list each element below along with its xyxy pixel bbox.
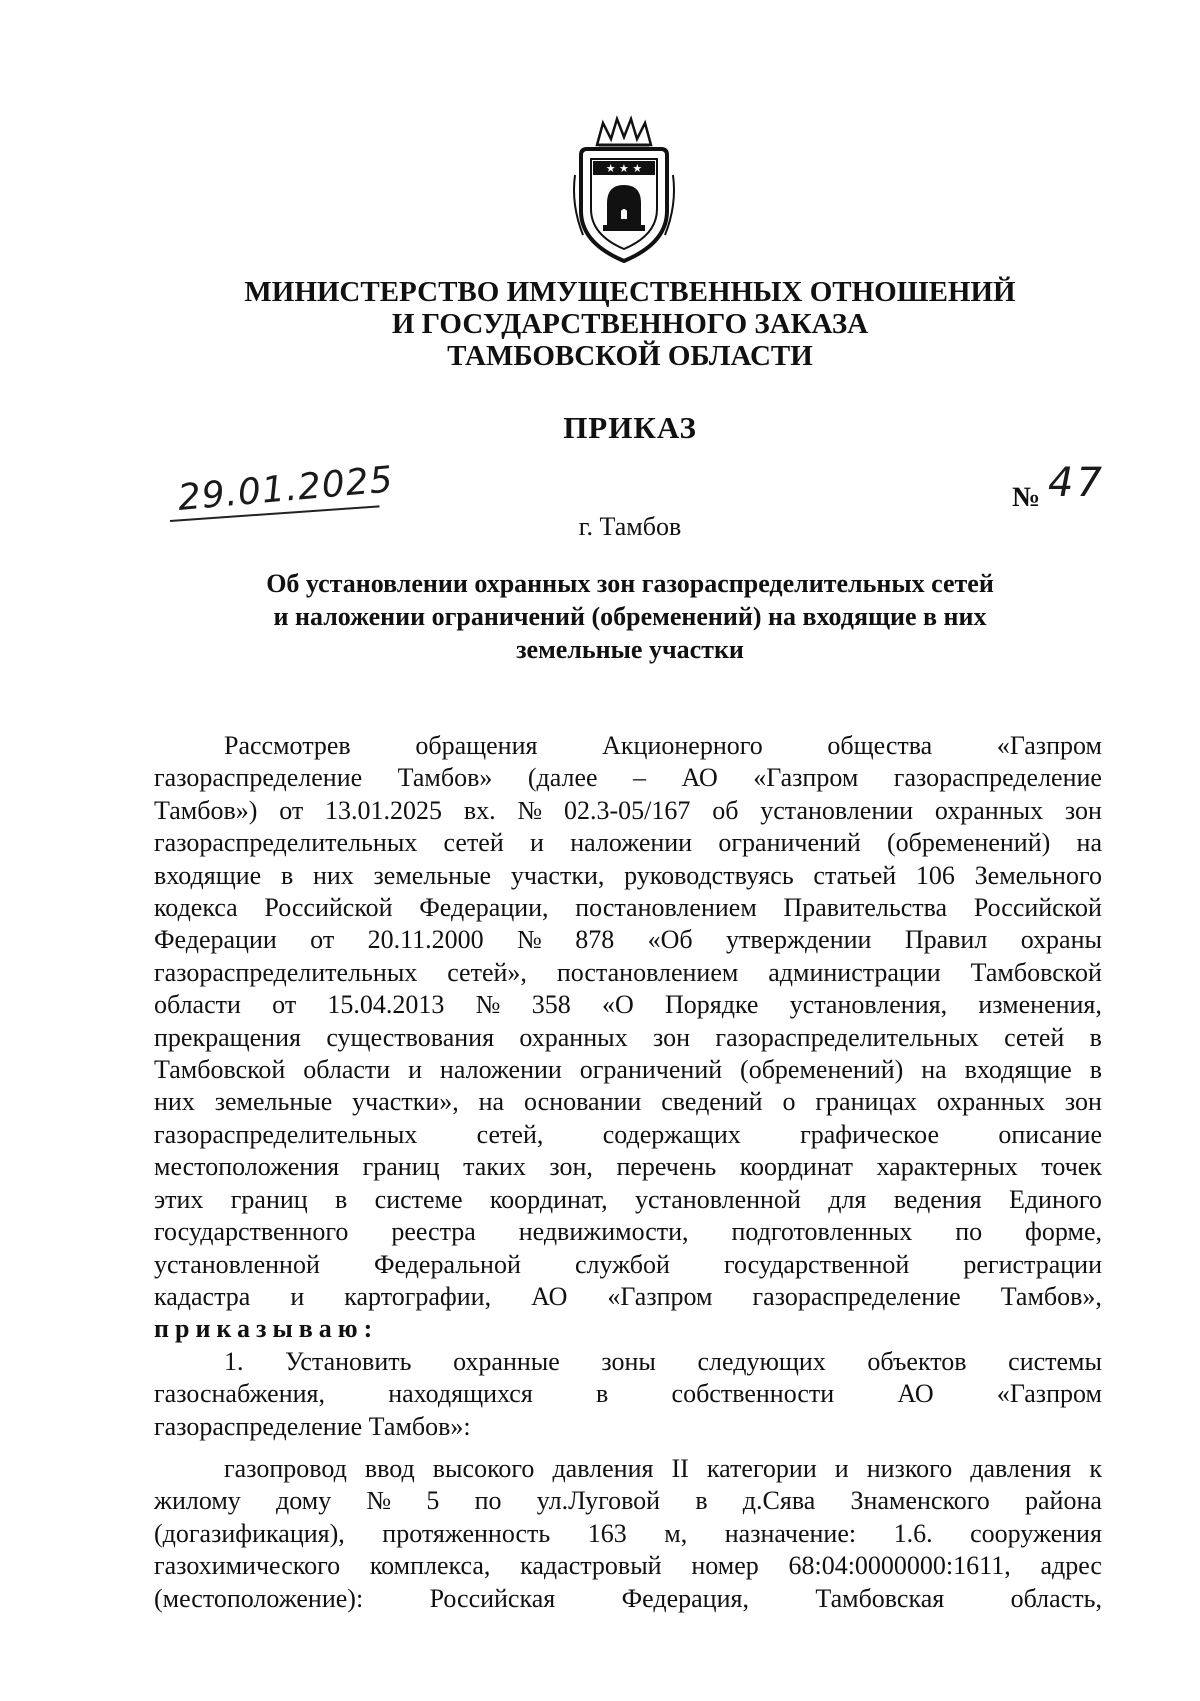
- word: газораспределительных: [154, 957, 418, 987]
- body-lines-line: [154, 1216, 1102, 1248]
- word: государственного: [154, 1217, 349, 1247]
- word: (догазификация),: [154, 1518, 345, 1548]
- word: давления: [552, 1453, 654, 1483]
- word: №: [517, 925, 542, 955]
- title-line-1: Об установлении охранных зон газораспределительных сетей: [266, 569, 994, 598]
- word: реестра: [391, 1217, 476, 1247]
- word: администрации: [768, 957, 941, 987]
- word: газораспределительных: [154, 1119, 418, 1149]
- word: от: [279, 795, 304, 825]
- word: ограничений: [718, 828, 861, 858]
- word: «О: [601, 990, 634, 1020]
- word: границ: [230, 1184, 308, 1214]
- word: ул.Луговой: [536, 1486, 661, 1516]
- word: Тамбов»: [397, 763, 493, 793]
- word: (местоположение):: [154, 1583, 364, 1613]
- word: и: [834, 1453, 849, 1483]
- word: Тамбовская: [815, 1583, 945, 1613]
- word: содержащих: [602, 1119, 741, 1149]
- word: обращения: [415, 731, 538, 760]
- body-lines-line: [154, 1119, 1102, 1151]
- word: 02.3-05/167: [564, 795, 691, 825]
- word: 163: [587, 1518, 627, 1548]
- ministry-line-2: И ГОСУДАРСТВЕННОГО ЗАКАЗА: [391, 308, 869, 340]
- word: Российской: [264, 893, 393, 923]
- word: постановлением: [556, 957, 739, 987]
- word: газоснабжения,: [154, 1379, 325, 1409]
- coat-of-arms-icon: [569, 115, 679, 265]
- word: Российская: [429, 1583, 556, 1613]
- word: перечень: [616, 1152, 717, 1182]
- word: Федерации: [154, 925, 277, 955]
- word: зоны: [601, 1346, 656, 1376]
- word: для: [828, 1184, 867, 1214]
- word: Единого: [1008, 1184, 1102, 1214]
- word: газораспределительных: [154, 828, 418, 858]
- word: газораспределение: [154, 763, 363, 793]
- word: зон: [652, 1022, 691, 1052]
- word: установленной: [635, 1184, 801, 1214]
- word: участки»,: [352, 1087, 459, 1117]
- object-paragraph: [154, 1453, 1102, 1615]
- word: 1.6.: [893, 1518, 933, 1548]
- word: кодекса: [154, 893, 238, 923]
- word: сведений: [661, 1087, 763, 1117]
- word: недвижимости,: [518, 1217, 689, 1247]
- city-name: г. Тамбов: [578, 512, 682, 541]
- word: 5: [426, 1486, 440, 1516]
- word: зон: [1064, 795, 1102, 825]
- word: 68:04:0000000:1611,: [788, 1551, 1011, 1581]
- object-lines-line: [154, 1518, 1102, 1550]
- word: в: [335, 1184, 348, 1214]
- word: форме,: [1025, 1217, 1102, 1247]
- word: них: [312, 860, 354, 890]
- word: наложении: [439, 1055, 562, 1085]
- word: газораспределение: [893, 763, 1102, 793]
- ministry-name: [150, 276, 1110, 372]
- word: газохимического: [154, 1551, 341, 1581]
- word: Правил: [904, 925, 988, 955]
- word: область,: [1010, 1583, 1102, 1613]
- word: входящие: [154, 860, 262, 890]
- word: границах: [815, 1087, 917, 1117]
- word: 106: [915, 860, 955, 890]
- word: м,: [664, 1518, 688, 1548]
- word: высокого: [432, 1453, 535, 1483]
- word: Российской: [973, 893, 1102, 923]
- word: назначение:: [724, 1518, 857, 1548]
- word: протяженность: [382, 1518, 551, 1548]
- word: –: [633, 763, 647, 793]
- word: регистрации: [963, 1249, 1102, 1279]
- word: охранные: [453, 1346, 560, 1376]
- word: «Об: [647, 925, 693, 955]
- body-lines-line: [154, 1086, 1102, 1118]
- word: охранных: [934, 795, 1044, 825]
- word: «Газпром: [607, 1281, 713, 1311]
- word: границ: [362, 1152, 440, 1182]
- word: №: [366, 1486, 392, 1516]
- word: (обременений): [887, 828, 1051, 858]
- word: Рассмотрев: [224, 731, 351, 760]
- body-lines-line: [154, 762, 1102, 794]
- word: общества: [827, 731, 933, 760]
- word: на: [921, 1055, 947, 1085]
- word: 15.04.2013: [327, 990, 445, 1020]
- word: картографии,: [344, 1281, 492, 1311]
- word: давления: [970, 1453, 1072, 1483]
- word: участки,: [510, 860, 605, 890]
- word: графическое: [800, 1119, 940, 1149]
- word: категории: [706, 1453, 817, 1483]
- word: «Газпром: [996, 1379, 1102, 1409]
- body-lines-line: [154, 892, 1102, 924]
- svg-text:★ ★ ★: ★ ★ ★: [605, 162, 643, 175]
- word: координат,: [489, 1184, 608, 1214]
- word: вх.: [463, 795, 496, 825]
- word: к: [1089, 1453, 1102, 1483]
- number-label: №: [1012, 482, 1041, 513]
- word: собственности: [671, 1379, 835, 1409]
- word: основании: [524, 1087, 642, 1117]
- word: «Газпром: [753, 763, 859, 793]
- word: Порядке: [664, 990, 759, 1020]
- title-line-3: земельные участки: [516, 635, 744, 664]
- line-text: газораспределение Тамбов»:: [154, 1411, 471, 1441]
- word: системы: [1008, 1346, 1102, 1376]
- word: жилому: [154, 1486, 241, 1516]
- word: местоположения: [154, 1152, 340, 1182]
- word: Федерация,: [621, 1583, 749, 1613]
- word: АО: [897, 1379, 934, 1409]
- order-word: приказываю:: [154, 1314, 379, 1344]
- body-lines-line: [154, 1151, 1102, 1183]
- word: газопровод: [224, 1453, 347, 1483]
- word: на: [1076, 828, 1102, 858]
- word: установления,: [789, 990, 948, 1020]
- word: сетей: [1004, 1022, 1065, 1052]
- word: «Газпром: [996, 731, 1102, 760]
- word: постановлением: [575, 893, 757, 923]
- word: Акционерного: [602, 731, 763, 760]
- word: от: [310, 925, 335, 955]
- item1-lines-line: [154, 1378, 1102, 1410]
- body-lines-line: [154, 957, 1102, 989]
- word: установленной: [154, 1249, 320, 1279]
- word: земельные: [373, 860, 492, 890]
- word: на: [478, 1087, 505, 1117]
- word: службой: [574, 1249, 670, 1279]
- word: дому: [276, 1486, 332, 1516]
- word: №: [517, 795, 543, 825]
- word: о: [782, 1087, 796, 1117]
- word: 1.: [224, 1346, 244, 1376]
- word: области: [154, 990, 241, 1020]
- word: по: [474, 1486, 502, 1516]
- word: наложении: [570, 828, 693, 858]
- word: адрес: [1040, 1551, 1102, 1581]
- word: таких: [463, 1152, 526, 1182]
- word: газораспределение: [752, 1281, 961, 1311]
- body-lines-line: [154, 1184, 1102, 1216]
- word: АО: [531, 1281, 568, 1311]
- word: изменения,: [978, 990, 1102, 1020]
- word: сетей,: [476, 1119, 544, 1149]
- word: №: [475, 990, 501, 1020]
- order-title: [150, 567, 1110, 666]
- word: Федеральной: [373, 1249, 521, 1279]
- word: установлении: [760, 795, 914, 825]
- word: в: [1089, 1055, 1102, 1085]
- word: зон: [1064, 1087, 1102, 1117]
- word: по: [955, 1217, 983, 1247]
- word: входящие: [964, 1055, 1072, 1085]
- body-lines-line: [154, 860, 1102, 892]
- word: Федерации,: [419, 893, 549, 923]
- ministry-line-1: МИНИСТЕРСТВО ИМУЩЕСТВЕННЫХ ОТНОШЕНИЙ: [244, 276, 1016, 308]
- word: подготовленных: [731, 1217, 913, 1247]
- title-line-2: и наложении ограничений (обременений) на входящие в них: [273, 602, 987, 631]
- body-lines-line: [154, 1281, 1102, 1313]
- object-lines-line: [154, 1453, 1102, 1485]
- word: прекращения: [154, 1022, 301, 1052]
- word: координат: [739, 1152, 853, 1182]
- object-lines-line: [154, 1550, 1102, 1582]
- word: них: [154, 1087, 195, 1117]
- word: и: [290, 1281, 305, 1311]
- word: ввод: [364, 1453, 415, 1483]
- document-type: ПРИКАЗ: [563, 410, 697, 445]
- word: сетей: [443, 828, 504, 858]
- preamble-paragraph: [154, 730, 1102, 1313]
- word: характерных: [876, 1152, 1018, 1182]
- word: и: [530, 828, 544, 858]
- item1-lines-line: [154, 1346, 1102, 1378]
- word: (обременений): [740, 1055, 904, 1085]
- word: находящихся: [388, 1379, 533, 1409]
- word: об: [712, 795, 739, 825]
- ministry-line-3: ТАМБОВСКОЙ ОБЛАСТИ: [447, 340, 813, 372]
- word: статьей: [813, 860, 897, 890]
- word: объектов: [867, 1346, 967, 1376]
- body-lines-line: [154, 1054, 1102, 1086]
- item-1-paragraph: [154, 1346, 1102, 1443]
- word: системе: [374, 1184, 463, 1214]
- word: низкого: [866, 1453, 953, 1483]
- body-lines-line: [154, 989, 1102, 1021]
- body-lines-line: [154, 924, 1102, 956]
- item1-lines-line: [154, 1411, 1102, 1443]
- word: существования: [326, 1022, 495, 1052]
- body-lines-line: [154, 1022, 1102, 1054]
- word: кадастровый: [520, 1551, 662, 1581]
- word: газораспределительных: [715, 1022, 979, 1052]
- word: от: [272, 990, 297, 1020]
- object-lines-line: [154, 1583, 1102, 1615]
- word: АО: [681, 763, 718, 793]
- word: Тамбовской: [154, 1055, 286, 1085]
- order-word-line: [154, 1313, 1102, 1345]
- word: 878: [575, 925, 615, 955]
- object-lines-line: [154, 1485, 1102, 1517]
- word: Тамбов»): [154, 795, 258, 825]
- word: 358: [531, 990, 571, 1020]
- body-lines-line: [154, 730, 1102, 762]
- word: 20.11.2000: [367, 925, 484, 955]
- word: Установить: [285, 1346, 412, 1376]
- body-lines-line: [154, 1249, 1102, 1281]
- word: описание: [998, 1119, 1102, 1149]
- word: Тамбовской: [970, 957, 1102, 987]
- word: сетей»,: [447, 957, 527, 987]
- body-lines-line: [154, 795, 1102, 827]
- word: в: [1089, 1022, 1102, 1052]
- body-lines-line: [154, 827, 1102, 859]
- word: зон,: [549, 1152, 593, 1182]
- word: Знаменского: [850, 1486, 990, 1516]
- word: руководствуясь: [624, 860, 794, 890]
- word: Тамбов»,: [1000, 1281, 1102, 1311]
- word: точек: [1041, 1152, 1102, 1182]
- word: (далее: [527, 763, 598, 793]
- word: государственной: [723, 1249, 910, 1279]
- word: земельные: [214, 1087, 333, 1117]
- word: области: [303, 1055, 391, 1085]
- word: II: [671, 1453, 689, 1483]
- body-text: [154, 730, 1102, 1615]
- word: д.Сява: [742, 1486, 816, 1516]
- word: и: [408, 1055, 423, 1085]
- handwritten-date: 29.01.2025: [176, 459, 396, 519]
- word: в: [280, 860, 294, 890]
- word: комплекса,: [369, 1551, 491, 1581]
- word: Правительства: [783, 893, 948, 923]
- word: района: [1024, 1486, 1102, 1516]
- word: кадастра: [154, 1281, 251, 1311]
- word: Земельного: [974, 860, 1102, 890]
- word: охранных: [936, 1087, 1045, 1117]
- word: охраны: [1020, 925, 1102, 955]
- word: ограничений: [579, 1055, 723, 1085]
- word: в: [695, 1486, 708, 1516]
- handwritten-number: 47: [1048, 460, 1105, 506]
- word: 13.01.2025: [325, 795, 443, 825]
- word: следующих: [697, 1346, 826, 1376]
- word: ведения: [893, 1184, 982, 1214]
- word: сооружения: [970, 1518, 1102, 1548]
- word: в: [596, 1379, 609, 1409]
- word: охранных: [519, 1022, 628, 1052]
- word: номер: [691, 1551, 759, 1581]
- word: утверждении: [725, 925, 872, 955]
- word: этих: [154, 1184, 204, 1214]
